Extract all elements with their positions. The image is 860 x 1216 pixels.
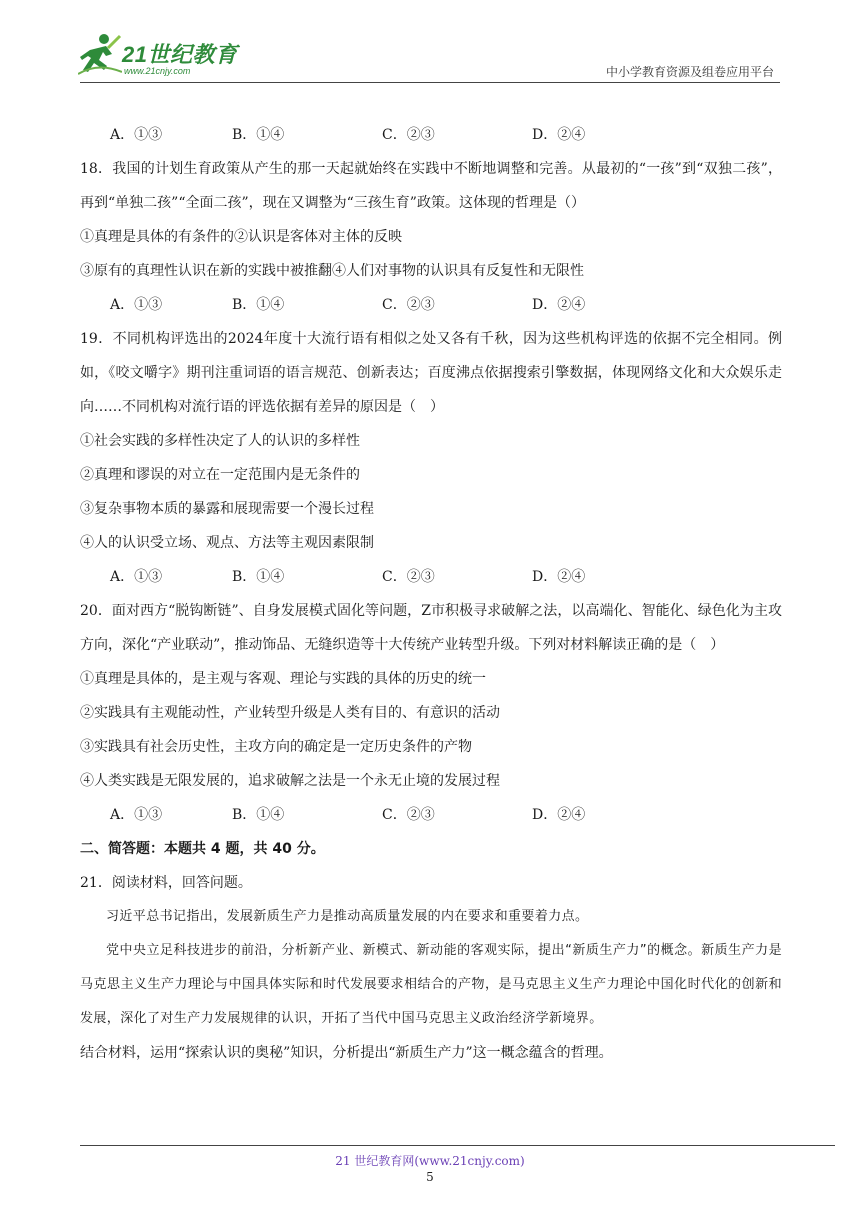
footer-site-link[interactable]: 21 世纪教育网(www.21cnjy.com) — [335, 1154, 525, 1168]
page-number: 5 — [426, 1170, 434, 1184]
option-d: D．②④ — [532, 297, 586, 313]
option-c: C．②③ — [382, 297, 435, 313]
q21-stem: 21．阅读材料，回答问题。 — [80, 875, 252, 891]
q19-statement-4: ④人的认识受立场、观点、方法等主观因素限制 — [80, 535, 374, 551]
footer-divider — [80, 1145, 835, 1146]
option-b: B．①④ — [232, 127, 285, 143]
page-header — [0, 0, 860, 100]
q20-stem: 20．面对西方“脱钩断链”、自身发展模式固化等问题，Z市积极寻求破解之法，以高端化、智能化、绿色化为主攻方向，深化“产业联动”，推动饰品、无缝织造等十大传统产业转型升级。下列对材料解读正确的是（ ） — [80, 603, 782, 653]
q20-statement-3: ③实践具有社会历史性，主攻方向的确定是一定历史条件的产物 — [80, 739, 472, 755]
q20-statement-2: ②实践具有主观能动性，产业转型升级是人类有目的、有意识的活动 — [80, 705, 500, 721]
runner-icon — [78, 32, 122, 76]
option-d: D．②④ — [532, 127, 586, 143]
header-divider — [80, 82, 780, 83]
logo-text: 21世纪教育 — [122, 42, 238, 67]
platform-name: 中小学教育资源及组卷应用平台 — [605, 65, 774, 79]
q19-options — [80, 560, 782, 594]
q18-stem: 18．我国的计划生育政策从产生的那一天起就始终在实践中不断地调整和完善。从最初的“一孩”到“双独二孩”，再到“单独二孩”“全面二孩”，现在又调整为“三孩生育”政策。这体现的哲理是（） — [80, 161, 782, 211]
q20-statement-1: ①真理是具体的，是主观与客观、理论与实践的具体的历史的统一 — [80, 671, 486, 687]
logo-url: www.21cnjy.com — [124, 66, 191, 76]
q18-statement-1: ①真理是具体的有条件的②认识是客体对主体的反映 — [80, 229, 402, 245]
option-a: A．①③ — [110, 127, 163, 143]
option-b: B．①④ — [232, 297, 285, 313]
option-a: A．①③ — [110, 569, 163, 585]
option-d: D．②④ — [532, 807, 586, 823]
option-a: A．①③ — [110, 297, 163, 313]
question-content — [80, 118, 782, 1070]
q17-options — [80, 118, 782, 152]
q21-material-1: 习近平总书记指出，发展新质生产力是推动高质量发展的内在要求和重要着力点。 — [106, 909, 589, 924]
q19-statement-3: ③复杂事物本质的暴露和展现需要一个漫长过程 — [80, 501, 374, 517]
q18-statement-2: ③原有的真理性认识在新的实践中被推翻④人们对事物的认识具有反复性和无限性 — [80, 263, 584, 279]
option-a: A．①③ — [110, 807, 163, 823]
section-heading: 二、简答题：本题共 4 题，共 40 分。 — [80, 841, 325, 857]
q19-statement-2: ②真理和谬误的对立在一定范围内是无条件的 — [80, 467, 360, 483]
q19-stem: 19．不同机构评选出的2024年度十大流行语有相似之处又各有千秋，因为这些机构评选的依据不完全相同。例如，《咬文嚼字》期刊注重词语的语言规范、创新表达；百度沸点依据搜索引擎数据，体现网络文化和大众娱乐走向……不同机构对流行语的评选依据有差异的原因是（ ） — [80, 331, 782, 415]
option-b: B．①④ — [232, 569, 285, 585]
option-d: D．②④ — [532, 569, 586, 585]
q19-statement-1: ①社会实践的多样性决定了人的认识的多样性 — [80, 433, 360, 449]
q21-question: 结合材料，运用“探索认识的奥秘”知识，分析提出“新质生产力”这一概念蕴含的哲理。 — [80, 1045, 613, 1061]
q20-options — [80, 798, 782, 832]
q21-material-2: 党中央立足科技进步的前沿，分析新产业、新模式、新动能的客观实际，提出“新质生产力”的概念。新质生产力是马克思主义生产力理论与中国具体实际和时代发展要求相结合的产物，是马克思主义生产力理论中国化时代化的创新和发展，深化了对生产力发展规律的认识，开拓了当代中国马克思主义政治经济学新境界。 — [80, 943, 782, 1026]
option-b: B．①④ — [232, 807, 285, 823]
site-logo[interactable] — [78, 30, 253, 80]
q20-statement-4: ④人类实践是无限发展的，追求破解之法是一个永无止境的发展过程 — [80, 773, 500, 789]
q18-options — [80, 288, 782, 322]
option-c: C．②③ — [382, 807, 435, 823]
option-c: C．②③ — [382, 569, 435, 585]
option-c: C．②③ — [382, 127, 435, 143]
